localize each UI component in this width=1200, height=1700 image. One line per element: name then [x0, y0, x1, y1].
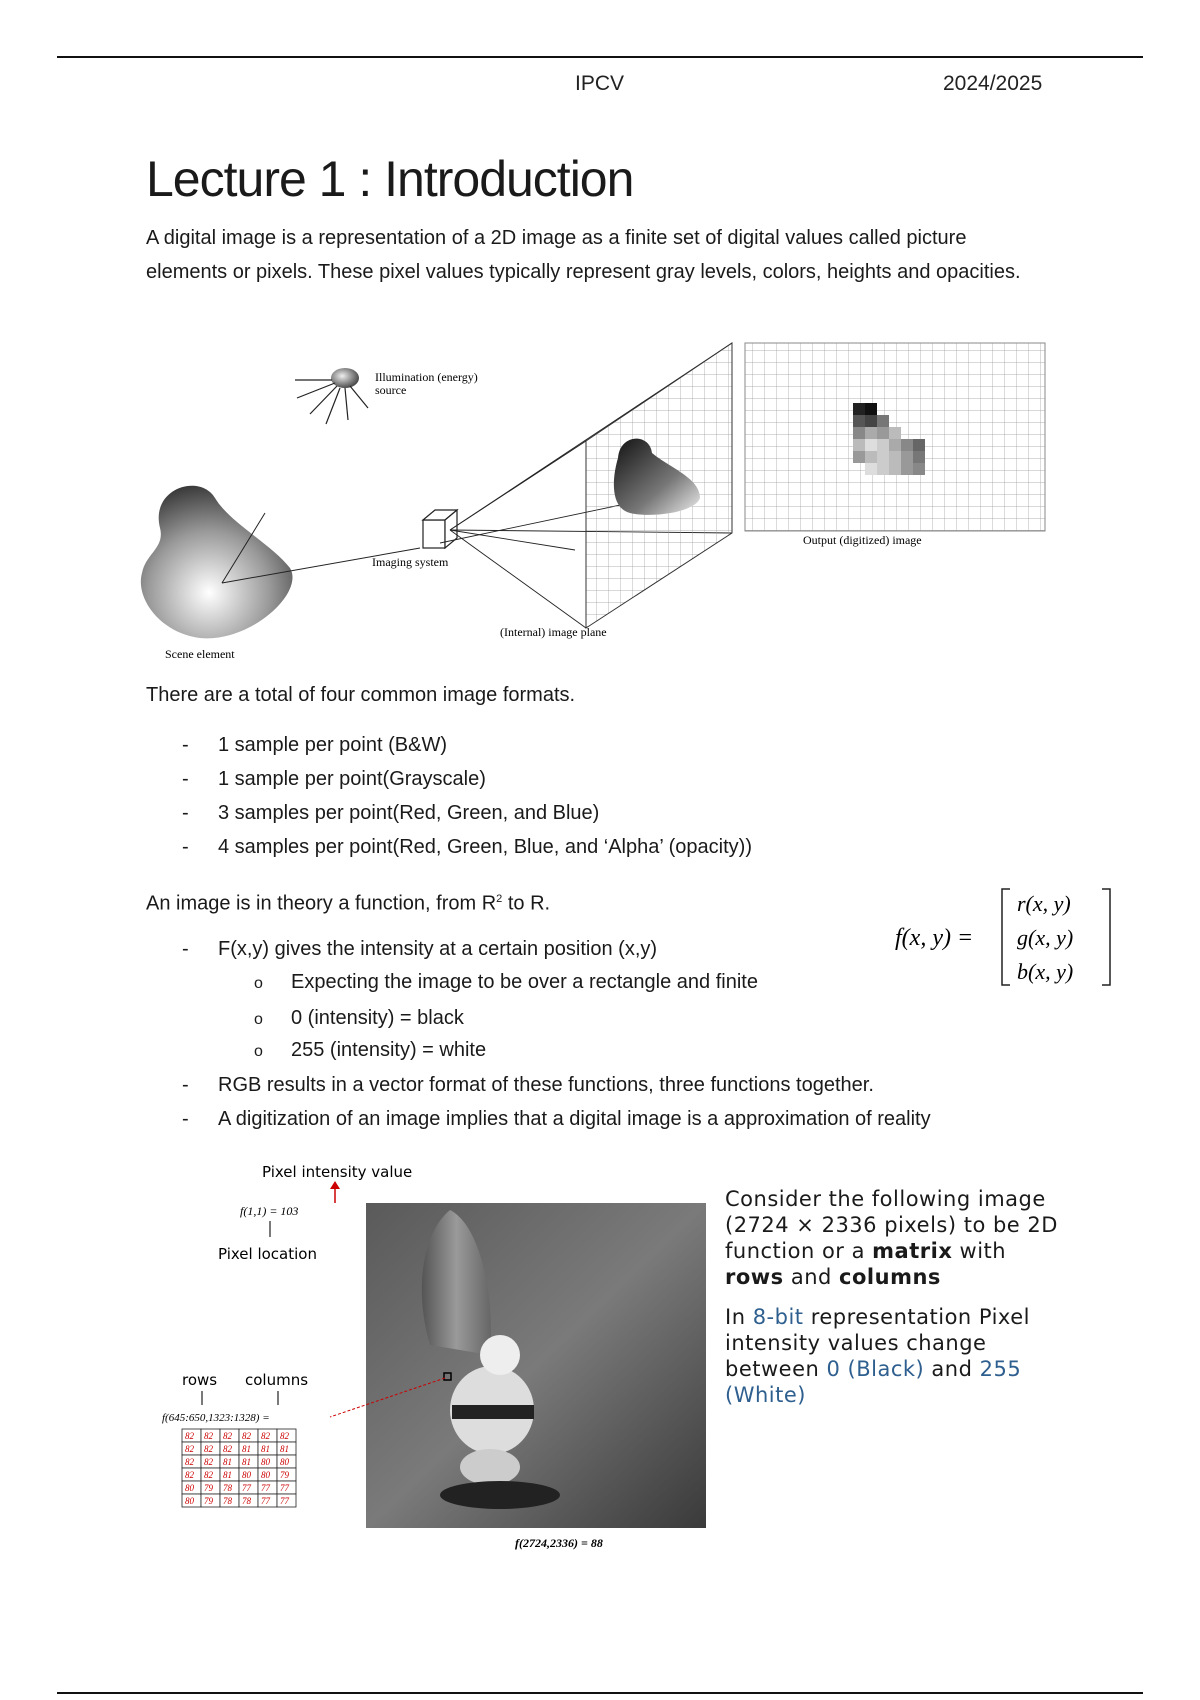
course-header: IPCV — [575, 72, 625, 95]
function-subbullet: o 255 (intensity) = white — [254, 1039, 487, 1061]
format-item: - 3 samples per point(Red, Green, and Blue) — [182, 802, 600, 824]
matrix-value: 82 — [185, 1457, 194, 1467]
function-bullet: - RGB results in a vector format of these functions, three functions together. — [182, 1074, 874, 1096]
format-item: - 1 sample per point (B&W) — [182, 734, 447, 756]
f11-label: f(1,1) = 103 — [240, 1204, 299, 1218]
matrix-value: 81 — [280, 1444, 289, 1454]
matrix-value: 80 — [185, 1483, 194, 1493]
matrix-value: 77 — [242, 1483, 251, 1493]
matrix-value: 82 — [185, 1444, 194, 1454]
matrix-value: 80 — [280, 1457, 289, 1467]
equation-r: r(x, y) — [1017, 891, 1071, 916]
matrix-value: 79 — [204, 1496, 213, 1506]
equation-g: g(x, y) — [1017, 925, 1074, 950]
imaging-system-label: Imaging system — [372, 555, 449, 569]
matrix-value: 78 — [242, 1496, 251, 1506]
obelix-legs — [460, 1449, 520, 1485]
format-item: - 1 sample per point(Grayscale) — [182, 768, 486, 790]
matrix-value: 79 — [280, 1470, 289, 1480]
matrix-value: 77 — [280, 1483, 289, 1493]
description-panel — [725, 1186, 1065, 1408]
function-subbullet: o Expecting the image to be over a rectangle and finite — [254, 971, 758, 993]
function-subbullet: o 0 (intensity) = black — [254, 1007, 464, 1029]
left-bracket — [1002, 889, 1010, 985]
page-title: Lecture 1 : Introduction — [146, 151, 634, 207]
description-paragraph-2: In 8-bit representation Pixel intensity values change between 0 (Black) and 255 (White) — [725, 1305, 1030, 1407]
illumination-label: Illumination (energy) — [375, 370, 478, 384]
matrix-value: 79 — [204, 1483, 213, 1493]
imaging-diagram — [140, 338, 1050, 668]
obelix-photo — [366, 1203, 706, 1528]
matrix-value: 82 — [280, 1431, 289, 1441]
matrix-value: 81 — [223, 1470, 232, 1480]
matrix-value: 81 — [223, 1457, 232, 1467]
matrix-value: 77 — [280, 1496, 289, 1506]
pixel-matrix — [182, 1429, 296, 1507]
matrix-value: 78 — [223, 1483, 232, 1493]
matrix-value: 82 — [204, 1470, 213, 1480]
matrix-value: 78 — [223, 1496, 232, 1506]
pixel-figure — [160, 1155, 720, 1555]
fbottom-label: f(2724,2336) = 88 — [515, 1536, 603, 1550]
matrix-value: 82 — [204, 1431, 213, 1441]
matrix-value: 82 — [204, 1457, 213, 1467]
function-intro: An image is in theory a function, from $R^2$ to R. — [146, 892, 551, 915]
image-plane-label: (Internal) image plane — [500, 625, 607, 639]
matrix-value: 80 — [261, 1457, 270, 1467]
equation-lhs: f(x, y) = — [895, 925, 974, 951]
matrix-value: 80 — [261, 1470, 270, 1480]
matrix-value: 82 — [261, 1431, 270, 1441]
bottom-rule — [57, 1692, 1143, 1694]
output-label: Output (digitized) image — [803, 533, 922, 547]
pixel-location-label: Pixel location — [218, 1245, 317, 1263]
matrix-value: 82 — [204, 1444, 213, 1454]
matrix-value: 77 — [261, 1496, 270, 1506]
matrix-value: 81 — [242, 1444, 251, 1454]
intro-paragraph: A digital image is a representation of a 2D image as a finite set of digital values called picture elements or pixels. These pixel values typically represent gray levels, colors, heights and opacities. — [146, 227, 1021, 283]
matrix-value: 82 — [185, 1431, 194, 1441]
function-bullet: - F(x,y) gives the intensity at a certain position (x,y) — [182, 938, 658, 960]
rows-label: rows — [182, 1371, 218, 1389]
obelix-head — [480, 1335, 520, 1375]
scene-element-shape — [141, 486, 293, 639]
matrix-value: 82 — [185, 1470, 194, 1480]
top-rule — [57, 56, 1143, 58]
light-rays — [295, 380, 368, 424]
matrix-value: 77 — [261, 1483, 270, 1493]
right-bracket — [1102, 889, 1110, 985]
light-source-icon — [331, 368, 359, 388]
matrix-value: 80 — [185, 1496, 194, 1506]
year-header: 2024/2025 — [943, 72, 1043, 95]
description-paragraph-1: Consider the following image (2724 × 2336 pixels) to be 2D function or a matrix with rows and columns — [725, 1187, 1058, 1289]
matrix-value: 80 — [242, 1470, 251, 1480]
scene-label: Scene element — [165, 647, 235, 661]
photo-base — [440, 1481, 560, 1509]
matrix-value: 82 — [223, 1444, 232, 1454]
matrix-value: 81 — [242, 1457, 251, 1467]
matrix-value: 82 — [242, 1431, 251, 1441]
format-item: - 4 samples per point(Red, Green, Blue, and ‘Alpha’ (opacity)) — [182, 836, 752, 858]
function-bullet: - A digitization of an image implies that a digital image is a approximation of reality — [182, 1108, 931, 1130]
obelix-belt — [452, 1405, 534, 1419]
matrix-value: 81 — [261, 1444, 270, 1454]
fmatrix-label: f(645:650,1323:1328) = — [162, 1412, 270, 1424]
pixel-intensity-label: Pixel intensity value — [262, 1163, 413, 1181]
arrow-up-head — [330, 1181, 340, 1189]
rgb-equation — [890, 885, 1130, 990]
equation-b: b(x, y) — [1017, 959, 1074, 984]
matrix-value: 82 — [223, 1431, 232, 1441]
illumination-label-2: source — [375, 383, 407, 397]
columns-label: columns — [245, 1371, 309, 1389]
formats-intro: There are a total of four common image formats. — [146, 684, 576, 706]
